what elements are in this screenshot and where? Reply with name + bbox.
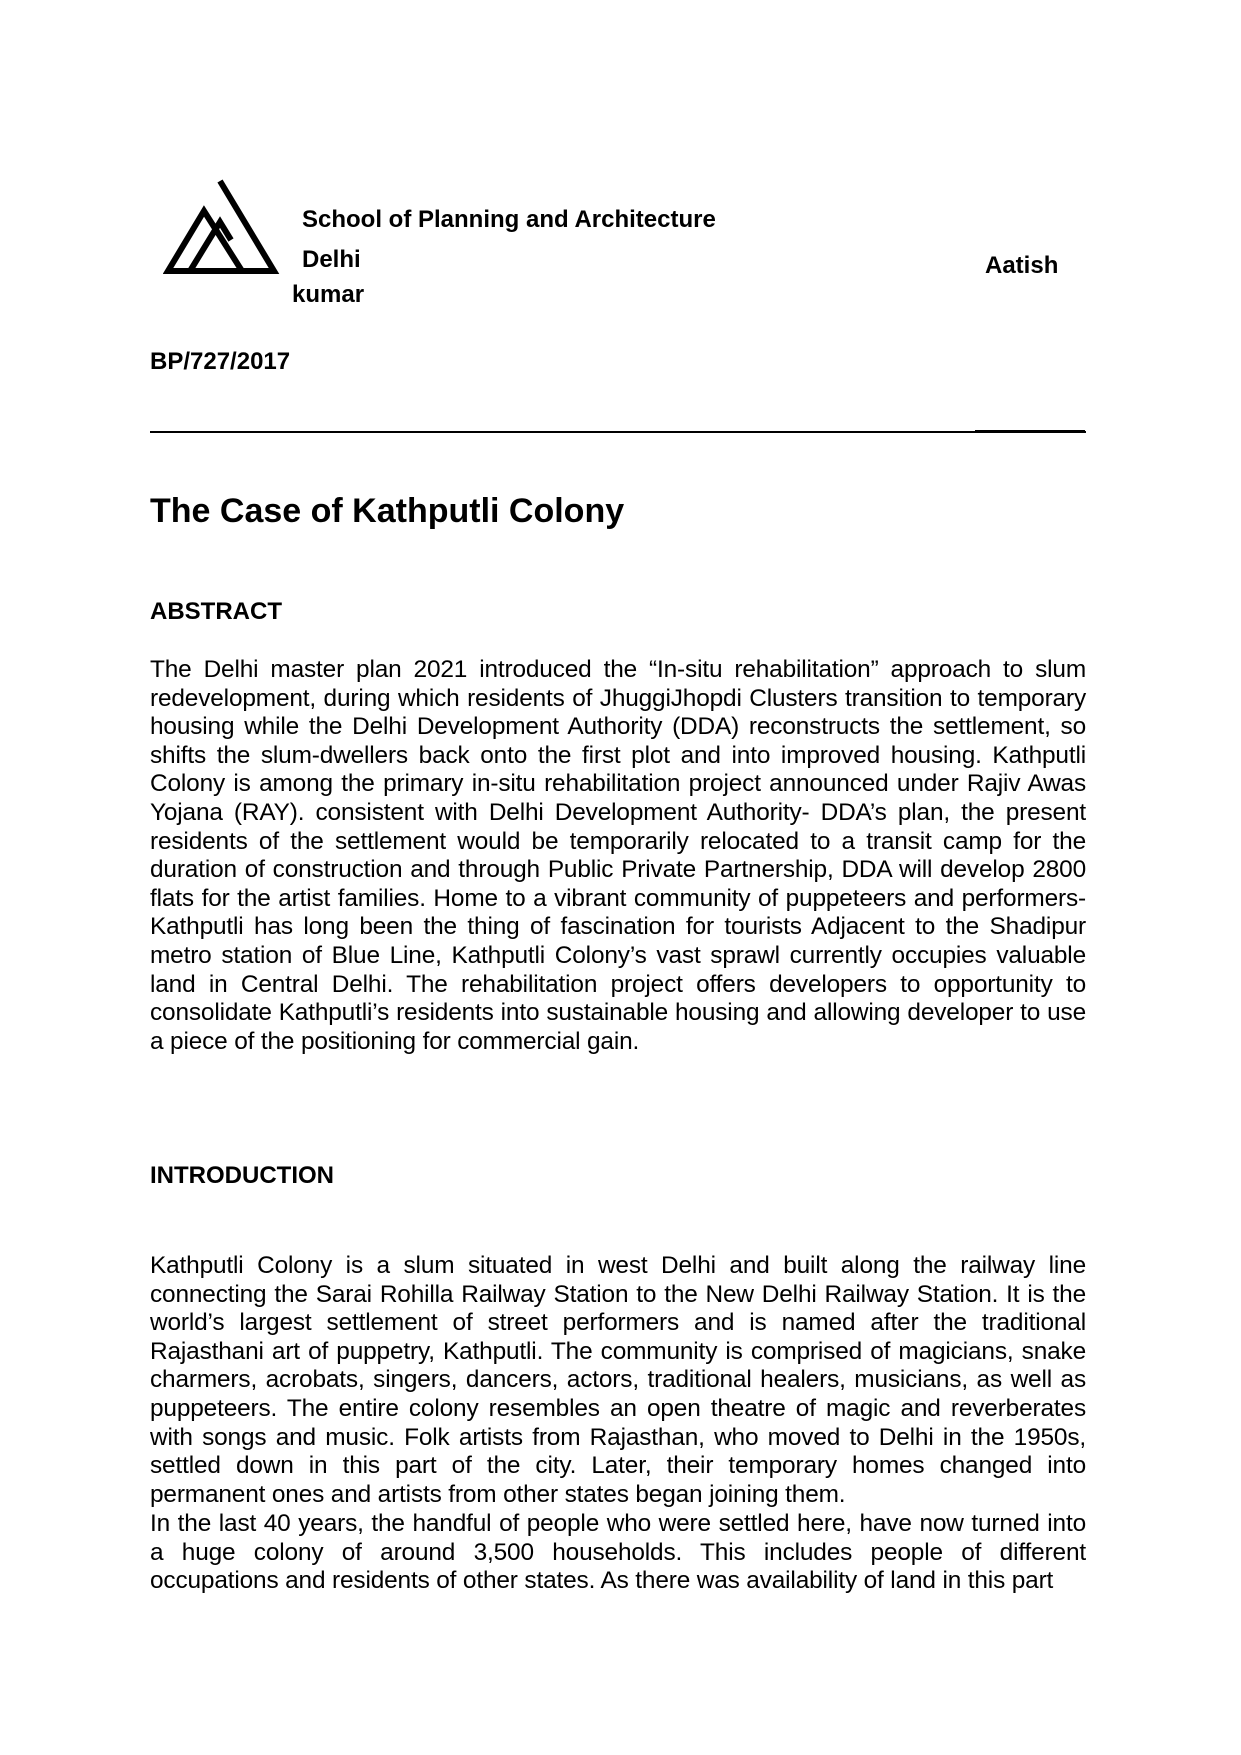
abstract-paragraph: The Delhi master plan 2021 introduced the “In-situ rehabilitation” approach to slum redevelopment, during which residents of JhuggiJhopdi Clusters transition to temporary housing while the Delhi Development Authority (DDA) reconstructs the settlement, so shifts the slum-dwellers back onto the first plot and into improved housing. Kathputli Colony is among the primary in-situ rehabilitation project announced under Rajiv Awas Yojana (RAY). consistent with Delhi Development Authority- DDA’s plan, the present residents of the settlement would be temporarily relocated to a transit camp for the duration of construction and through Public Private Partnership, DDA will develop 2800 flats for the artist families. Home to a vibrant community of puppeteers and performers- Kathputli has long been the thing of fascination for tourists Adjacent to the Shadipur metro station of Blue Line, Kathputli Colony’s vast sprawl currently occupies valuable land in Central Delhi. The rehabilitation project offers developers to opportunity to consolidate Kathputli’s residents into sustainable housing and allowing developer to use a piece of the positioning for commercial gain. [150, 656, 1086, 1055]
introduction-heading: INTRODUCTION [150, 1162, 334, 1189]
spa-logo-icon [163, 176, 281, 276]
reference-code: BP/727/2017 [150, 348, 291, 375]
institution-city: Delhi [302, 246, 361, 273]
header-divider-accent [975, 430, 1085, 433]
institution-name: School of Planning and Architecture [302, 206, 716, 233]
author-first-name: Aatish [985, 252, 1059, 279]
header-divider [150, 431, 1086, 433]
introduction-paragraph-1: Kathputli Colony is a slum situated in west Delhi and built along the railway line connecting the Sarai Rohilla Railway Station to the New Delhi Railway Station. It is the world’s largest settlement of street performers and is named after the traditional Rajasthani art of puppetry, Kathputli. The community is comprised of magicians, snake charmers, acrobats, singers, dancers, actors, traditional healers, musicians, as well as puppeteers. The entire colony resembles an open theatre of magic and reverberates with songs and music. Folk artists from Rajasthan, who moved to Delhi in the 1950s, settled down in this part of the city. Later, their temporary homes changed into permanent ones and artists from other states began joining them. [150, 1252, 1086, 1508]
document-title: The Case of Kathputli Colony [150, 492, 625, 530]
introduction-paragraph-2: In the last 40 years, the handful of people who were settled here, have now turned into a huge colony of around 3,500 households. This includes people of different occupations and residents of other states. As there was availability of land in this part [150, 1510, 1086, 1595]
abstract-heading: ABSTRACT [150, 598, 282, 625]
author-last-name: kumar [292, 281, 365, 308]
